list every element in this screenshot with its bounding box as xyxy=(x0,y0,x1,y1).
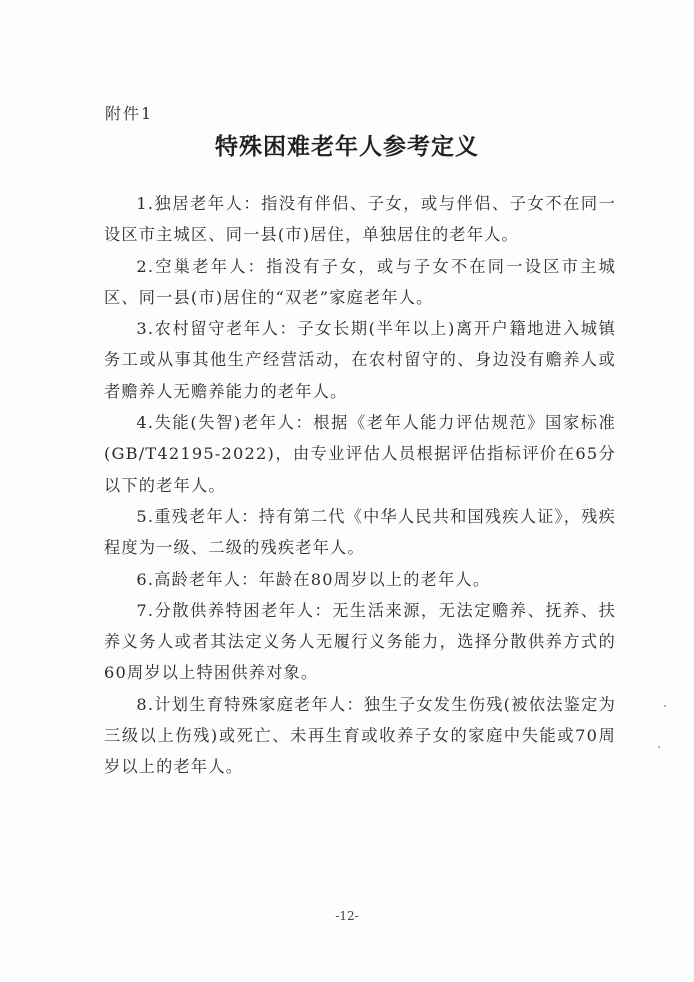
definition-paragraph-5: 5.重残老年人：持有第二代《中华人民共和国残疾人证》，残疾程度为一级、二级的残疾老年人。 xyxy=(104,506,616,558)
document-body xyxy=(104,188,616,783)
definition-paragraph-6: 6.高龄老年人：年龄在80周岁以上的老年人。 xyxy=(136,569,491,589)
document-title: 特殊困难老年人参考定义 xyxy=(215,134,479,160)
attachment-label: 附件1 xyxy=(105,104,154,123)
scan-speck xyxy=(658,746,660,748)
definition-paragraph-7: 7.分散供养特困老年人：无生活来源，无法定赡养、抚养、扶养义务人或者其法定义务人无履行义务能力，选择分散供养方式的60周岁以上特困供养对象。 xyxy=(104,600,616,683)
definition-paragraph-2: 2.空巢老年人：指没有子女，或与子女不在同一设区市主城区、同一县(市)居住的“双老”家庭老年人。 xyxy=(104,256,616,307)
definition-paragraph-1: 1.独居老年人：指没有伴侣、子女，或与伴侣、子女不在同一设区市主城区、同一县(市)居住，单独居住的老年人。 xyxy=(104,194,616,245)
page-number: -12- xyxy=(335,909,359,923)
definition-paragraph-4: 4.失能(失智)老年人：根据《老年人能力评估规范》国家标准(GB/T42195-2022)，由专业评估人员根据评估指标评价在65分以下的老年人。 xyxy=(104,413,616,495)
definition-paragraph-8: 8.计划生育特殊家庭老年人：独生子女发生伤残(被依法鉴定为三级以上伤残)或死亡、未再生育或收养子女的家庭中失能或70周岁以上的老年人。 xyxy=(104,694,616,777)
scan-speck xyxy=(664,705,666,707)
definition-paragraph-3: 3.农村留守老年人：子女长期(半年以上)离开户籍地进入城镇务工或从事其他生产经营活动，在农村留守的、身边没有赡养人或者赡养人无赡养能力的老年人。 xyxy=(104,319,616,401)
